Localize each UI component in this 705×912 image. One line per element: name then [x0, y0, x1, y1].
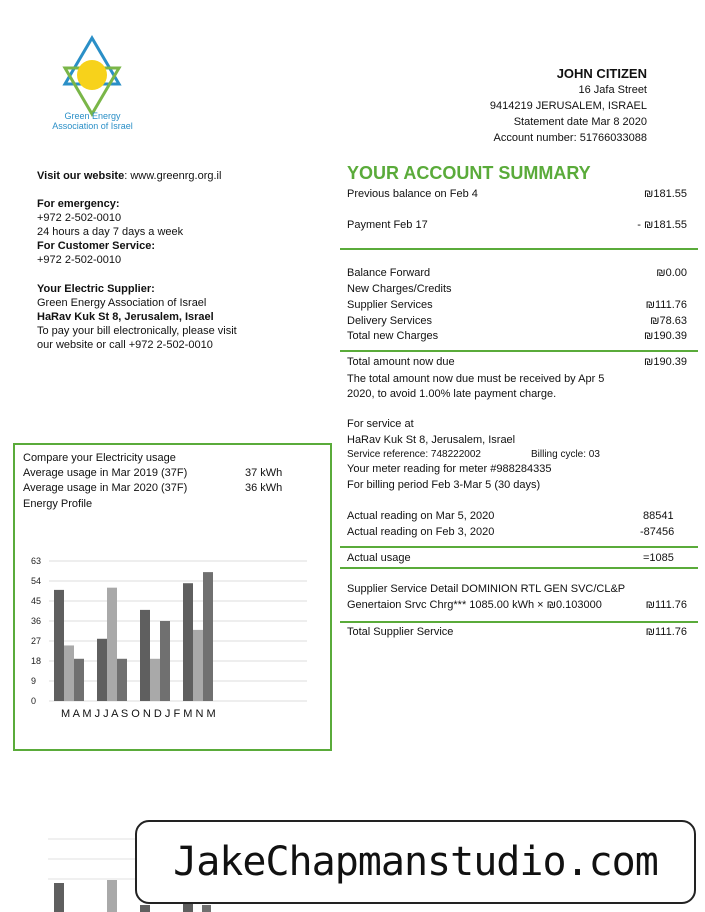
chart-bar — [203, 572, 213, 701]
service-label: For Customer Service: — [37, 240, 155, 252]
y-tick-label: 45 — [31, 596, 42, 606]
emergency-label: For emergency: — [37, 198, 120, 210]
preview-bar — [107, 880, 117, 912]
new-charges-row — [347, 282, 687, 296]
chart-bar — [193, 630, 203, 701]
actual-reading-feb-value: -87456 — [640, 526, 675, 538]
supplier-detail-line1: Supplier Service Detail DOMINION RTL GEN SVC/CL&P — [347, 583, 626, 595]
summary-title: YOUR ACCOUNT SUMMARY — [347, 163, 591, 183]
new-charges-label: New Charges/Credits — [347, 283, 452, 295]
previous-balance-label: Previous balance on Feb 4 — [347, 188, 478, 200]
divider — [340, 567, 698, 569]
customer-name: JOHN CITIZEN — [556, 66, 647, 81]
chart-bar — [140, 610, 150, 701]
watermark-banner: JakeChapmanstudio.com — [135, 820, 696, 904]
chart-bar — [64, 645, 74, 701]
service-reference: Service reference: 748222002 — [347, 449, 481, 460]
account-number: Account number: 51766033088 — [493, 132, 647, 144]
supplier-services-amount: ₪111.76 — [645, 299, 687, 311]
pay-info-line2: our website or call +972 2-502-0010 — [37, 339, 213, 351]
supplier-detail-amount: ₪111.76 — [645, 599, 687, 611]
y-tick-label: 0 — [31, 696, 37, 706]
chart-bar — [150, 659, 160, 701]
y-tick-label: 63 — [31, 556, 42, 566]
energy-profile-chart — [15, 445, 330, 749]
delivery-services-row — [347, 314, 687, 328]
company-logo — [40, 34, 145, 134]
previous-balance-amount: ₪181.55 — [644, 188, 687, 200]
service-phone: +972 2-502-0010 — [37, 254, 122, 266]
energy-profile-label: Energy Profile — [23, 498, 93, 510]
due-note-line2: 2020, to avoid 1.00% late payment charge. — [347, 388, 557, 400]
divider — [340, 350, 698, 352]
preview-bar — [140, 905, 150, 912]
meter-reading: Your meter reading for meter #988284335 — [347, 463, 552, 475]
chart-bar — [183, 583, 193, 701]
total-new-charges-label: Total new Charges — [347, 330, 439, 342]
supplier-services-label: Supplier Services — [347, 299, 433, 311]
avg-2019-label: Average usage in Mar 2019 (37F) — [23, 467, 188, 479]
supplier-services-row — [347, 298, 687, 312]
total-supplier-row — [347, 625, 687, 639]
billing-cycle: Billing cycle: 03 — [531, 449, 600, 460]
total-new-charges-row — [347, 329, 687, 343]
supplier-address: HaRav Kuk St 8, Jerusalem, Israel — [37, 311, 214, 323]
service-address: HaRav Kuk St 8, Jerusalem, Israel — [347, 434, 516, 446]
actual-reading-mar-label: Actual reading on Mar 5, 2020 — [347, 510, 495, 522]
total-new-charges-amount: ₪190.39 — [644, 330, 687, 342]
delivery-services-amount: ₪78.63 — [650, 315, 687, 327]
usage-comparison-box — [13, 443, 332, 751]
website-link[interactable]: : www.greenrg.org.il — [124, 170, 222, 182]
divider — [340, 248, 698, 250]
preview-bar — [54, 883, 64, 912]
chart-bar — [74, 659, 84, 701]
balance-forward-label: Balance Forward — [347, 267, 431, 279]
supplier-detail-row — [347, 598, 687, 612]
previous-balance-row — [347, 187, 687, 201]
chart-bar — [117, 659, 127, 701]
service-at-label: For service at — [347, 418, 414, 430]
emergency-phone: +972 2-502-0010 — [37, 212, 122, 224]
supplier-label: Your Electric Supplier: — [37, 283, 155, 295]
service-reference-row — [347, 448, 687, 462]
avg-2020-value: 36 kWh — [245, 482, 283, 494]
x-axis-labels: M A M J J A S O N D J F M N M — [61, 708, 216, 720]
chart-bar — [160, 621, 170, 701]
actual-usage-label: Actual usage — [347, 552, 411, 564]
actual-reading-feb-row — [347, 525, 687, 539]
pay-info-line1: To pay your bill electronically, please visit — [37, 325, 237, 337]
website-line — [37, 169, 221, 183]
customer-city: 9414219 JERUSALEM, ISRAEL — [489, 100, 647, 112]
total-supplier-amount: ₪111.76 — [645, 626, 687, 638]
delivery-services-label: Delivery Services — [347, 315, 432, 327]
divider — [340, 621, 698, 623]
website-label: Visit our website — [37, 170, 125, 182]
customer-address-block — [347, 66, 647, 146]
actual-usage-row — [347, 551, 687, 565]
logo-text-line2: Association of Israel — [52, 121, 133, 131]
chart-bar — [107, 588, 117, 701]
supplier-detail-line2: Genertaion Srvc Chrg*** 1085.00 kWh × ₪0.103000 — [347, 599, 602, 611]
customer-street: 16 Jafa Street — [578, 84, 647, 96]
payment-row — [347, 218, 687, 232]
actual-reading-feb-label: Actual reading on Feb 3, 2020 — [347, 526, 495, 538]
compare-label: Compare your Electricity usage — [23, 452, 176, 464]
emergency-hours: 24 hours a day 7 days a week — [37, 226, 184, 238]
y-tick-label: 27 — [31, 636, 42, 646]
chart-bar — [97, 639, 107, 701]
actual-reading-mar-value: 88541 — [643, 510, 674, 522]
total-due-amount: ₪190.39 — [644, 356, 687, 368]
chart-bar — [54, 590, 64, 701]
due-note-line1: The total amount now due must be received by Apr 5 — [347, 373, 605, 385]
actual-reading-mar-row — [347, 509, 687, 523]
statement-date: Statement date Mar 8 2020 — [513, 116, 647, 128]
total-due-label: Total amount now due — [347, 356, 455, 368]
balance-forward-amount: ₪0.00 — [656, 267, 687, 279]
supplier-name: Green Energy Association of Israel — [37, 297, 207, 309]
balance-forward-row — [347, 266, 687, 280]
payment-label: Payment Feb 17 — [347, 219, 428, 231]
total-supplier-label: Total Supplier Service — [347, 626, 454, 638]
avg-2020-label: Average usage in Mar 2020 (37F) — [23, 482, 188, 494]
billing-period: For billing period Feb 3-Mar 5 (30 days) — [347, 479, 541, 491]
total-due-row — [347, 355, 687, 369]
preview-bar — [202, 905, 211, 912]
actual-usage-value: =1085 — [643, 552, 674, 564]
y-tick-label: 18 — [31, 656, 42, 666]
divider — [340, 546, 698, 548]
y-tick-label: 9 — [31, 676, 37, 686]
payment-amount: - ₪181.55 — [637, 219, 687, 231]
avg-2019-value: 37 kWh — [245, 467, 283, 479]
logo-text-line1: Green Energy — [64, 111, 121, 121]
y-tick-label: 36 — [31, 616, 42, 626]
y-tick-label: 54 — [31, 576, 42, 586]
